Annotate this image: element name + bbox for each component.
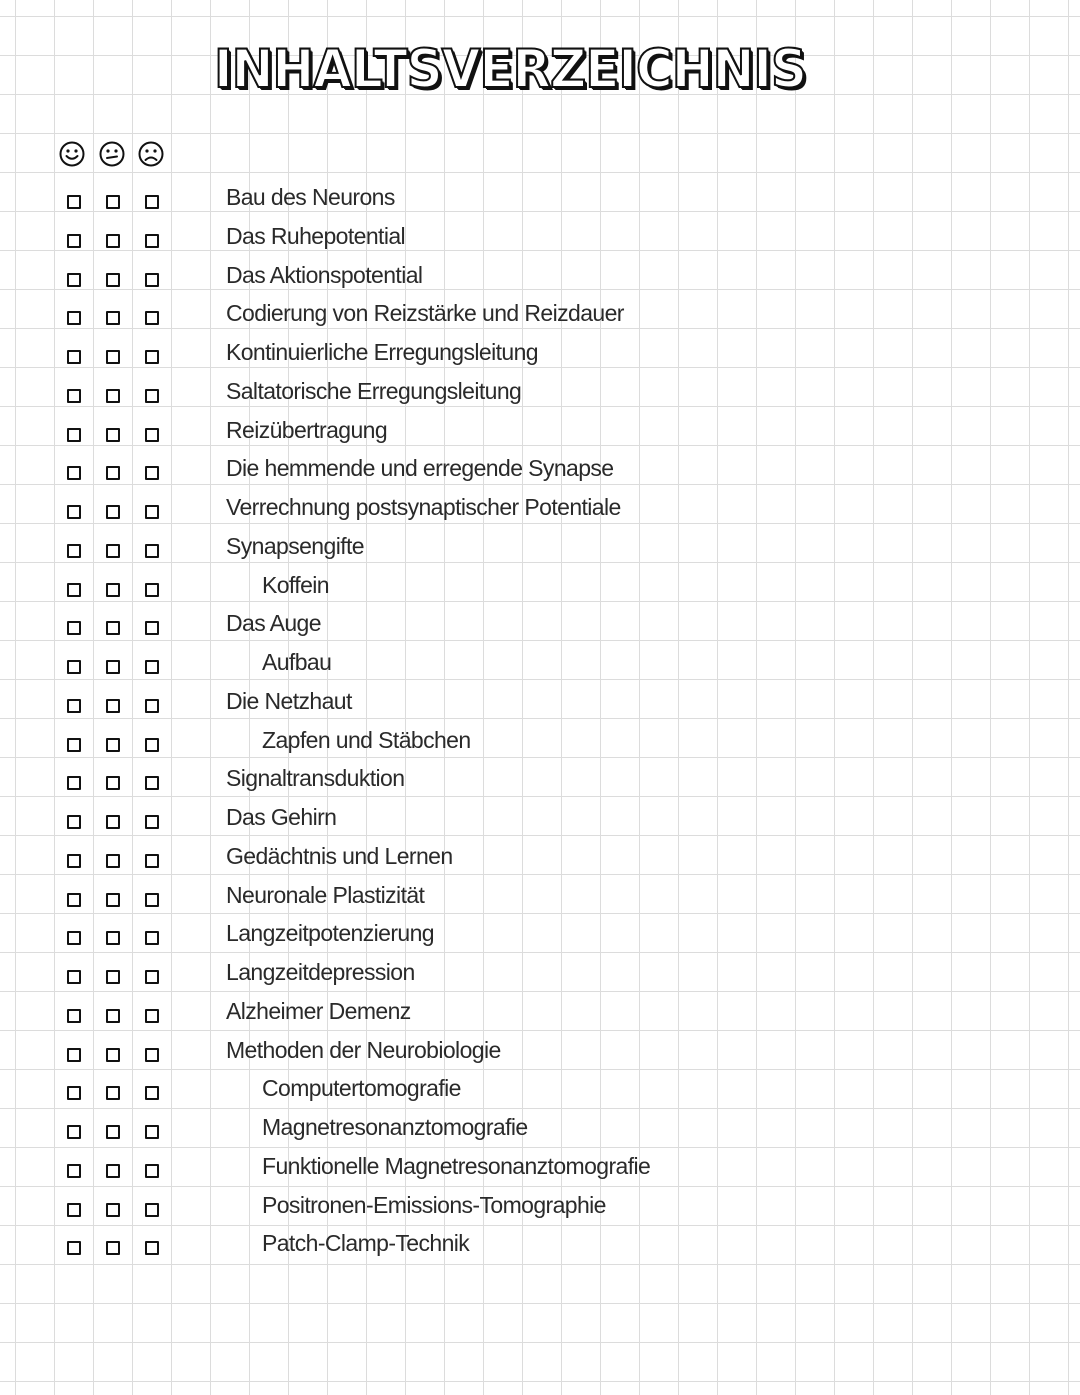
checkbox-bad[interactable] <box>145 1164 159 1178</box>
toc-row <box>0 1075 1080 1118</box>
smiley-sad-icon <box>138 141 164 167</box>
toc-row <box>0 1191 1080 1235</box>
checkbox-medium[interactable] <box>106 505 120 519</box>
checkbox-good[interactable] <box>67 428 81 442</box>
checkbox-medium[interactable] <box>106 273 120 287</box>
toc-row <box>0 997 1080 1041</box>
toc-entry-label: Das Aktionspotential <box>226 261 423 288</box>
checkbox-bad[interactable] <box>145 428 159 442</box>
checkbox-good[interactable] <box>67 893 81 907</box>
toc-entry-label: Gedächtnis und Lernen <box>226 842 453 869</box>
checkbox-medium[interactable] <box>106 195 120 209</box>
checkbox-bad[interactable] <box>145 776 159 790</box>
toc-subentry-label: Aufbau <box>262 649 332 675</box>
checkbox-medium[interactable] <box>106 1086 120 1100</box>
toc-row <box>0 649 1080 692</box>
toc-row <box>0 920 1080 963</box>
checkbox-medium[interactable] <box>106 311 120 325</box>
checkbox-bad[interactable] <box>145 1009 159 1023</box>
toc-row <box>0 1036 1080 1080</box>
toc-subentry-label: Positronen-Emissions-Tomographie <box>262 1191 606 1218</box>
toc-row <box>0 842 1080 886</box>
toc-row <box>0 261 1080 305</box>
checkbox-good[interactable] <box>67 1164 81 1178</box>
checkbox-good[interactable] <box>67 505 81 519</box>
checkbox-bad[interactable] <box>145 583 159 597</box>
checkbox-good[interactable] <box>67 350 81 364</box>
checkbox-good[interactable] <box>67 738 81 752</box>
checkbox-medium[interactable] <box>106 660 120 674</box>
toc-entry-label: Neuronale Plastizität <box>226 881 425 908</box>
checkbox-good[interactable] <box>67 815 81 829</box>
checkbox-medium[interactable] <box>106 1009 120 1023</box>
checkbox-good[interactable] <box>67 1125 81 1139</box>
checkbox-bad[interactable] <box>145 466 159 480</box>
toc-row <box>0 610 1080 653</box>
checkbox-medium[interactable] <box>106 970 120 984</box>
checkbox-good[interactable] <box>67 1203 81 1217</box>
toc-entry-label: Bau des Neurons <box>226 184 395 210</box>
checkbox-good[interactable] <box>67 234 81 248</box>
checkbox-medium[interactable] <box>106 1048 120 1062</box>
toc-entry-label: Die Netzhaut <box>226 687 352 714</box>
checkbox-medium[interactable] <box>106 466 120 480</box>
checkbox-medium[interactable] <box>106 776 120 790</box>
checkbox-medium[interactable] <box>106 931 120 945</box>
checkbox-bad[interactable] <box>145 544 159 558</box>
toc-row <box>0 222 1080 266</box>
checkbox-good[interactable] <box>67 1048 81 1062</box>
toc-entry-label: Reizübertragung <box>226 416 388 443</box>
checkbox-good[interactable] <box>67 1241 81 1255</box>
checkbox-medium[interactable] <box>106 350 120 364</box>
toc-entry-label: Codierung von Reizstärke und Reizdauer <box>226 300 624 327</box>
checkbox-bad[interactable] <box>145 350 159 364</box>
checkbox-bad[interactable] <box>145 234 159 248</box>
checkbox-good[interactable] <box>67 583 81 597</box>
page-title: INHALTSVERZEICHNIS <box>213 38 807 100</box>
checkbox-bad[interactable] <box>145 854 159 868</box>
toc-entry-label: Die hemmende und erregende Synapse <box>226 455 614 482</box>
checkbox-medium[interactable] <box>106 699 120 713</box>
checkbox-bad[interactable] <box>145 970 159 984</box>
checkbox-medium[interactable] <box>106 815 120 829</box>
checkbox-bad[interactable] <box>145 1048 159 1062</box>
toc-entry-label: Das Ruhepotential <box>226 222 406 249</box>
toc-subentry-label: Funktionelle Magnetresonanztomografie <box>262 1152 651 1179</box>
checkbox-medium[interactable] <box>106 428 120 442</box>
checkbox-medium[interactable] <box>106 621 120 635</box>
toc-row <box>0 494 1080 537</box>
checkbox-good[interactable] <box>67 544 81 558</box>
toc-entry-label: Kontinuierliche Erregungsleitung <box>226 339 538 365</box>
checkbox-medium[interactable] <box>106 389 120 403</box>
checkbox-bad[interactable] <box>145 893 159 907</box>
checkbox-good[interactable] <box>67 389 81 403</box>
checkbox-bad[interactable] <box>145 815 159 829</box>
checkbox-bad[interactable] <box>145 195 159 209</box>
toc-row <box>0 416 1080 460</box>
toc-entry-label: Langzeitdepression <box>226 959 415 985</box>
toc-entry-label: Signaltransduktion <box>226 765 405 792</box>
checkbox-bad[interactable] <box>145 1086 159 1100</box>
checkbox-medium[interactable] <box>106 1203 120 1217</box>
toc-entry-label: Das Gehirn <box>226 804 337 830</box>
toc-row <box>0 687 1080 731</box>
checkbox-good[interactable] <box>67 273 81 287</box>
toc-subentry-label: Patch-Clamp-Technik <box>262 1230 470 1257</box>
toc-row <box>0 804 1080 847</box>
checkbox-medium[interactable] <box>106 893 120 907</box>
checkbox-medium[interactable] <box>106 1241 120 1255</box>
checkbox-good[interactable] <box>67 1086 81 1100</box>
checkbox-good[interactable] <box>67 311 81 325</box>
checkbox-medium[interactable] <box>106 544 120 558</box>
checkbox-good[interactable] <box>67 195 81 209</box>
checkbox-bad[interactable] <box>145 738 159 752</box>
checkbox-bad[interactable] <box>145 1241 159 1255</box>
smiley-neutral-icon <box>99 141 125 167</box>
toc-entry-label: Langzeitpotenzierung <box>226 920 434 947</box>
checkbox-good[interactable] <box>67 466 81 480</box>
toc-row <box>0 1114 1080 1157</box>
checkbox-good[interactable] <box>67 931 81 945</box>
checkbox-good[interactable] <box>67 699 81 713</box>
checkbox-medium[interactable] <box>106 854 120 868</box>
checkbox-good[interactable] <box>67 854 81 868</box>
toc-entry-label: Das Auge <box>226 610 321 637</box>
checkbox-good[interactable] <box>67 621 81 635</box>
toc-subentry-label: Magnetresonanztomografie <box>262 1114 528 1140</box>
checkbox-bad[interactable] <box>145 660 159 674</box>
checkbox-bad[interactable] <box>145 273 159 287</box>
checkbox-good[interactable] <box>67 660 81 674</box>
toc-row <box>0 339 1080 382</box>
checkbox-bad[interactable] <box>145 505 159 519</box>
toc-subentry-label: Computertomografie <box>262 1075 461 1102</box>
toc-row <box>0 377 1080 421</box>
toc-entry-label: Verrechnung postsynaptischer Potentiale <box>226 494 621 520</box>
checkbox-medium[interactable] <box>106 583 120 597</box>
toc-row <box>0 455 1080 498</box>
toc-subentry-label: Koffein <box>262 571 329 598</box>
toc-entry-label: Saltatorische Erregungsleitung <box>226 377 522 404</box>
checkbox-medium[interactable] <box>106 1125 120 1139</box>
checkbox-good[interactable] <box>67 970 81 984</box>
toc-row <box>0 300 1080 343</box>
checkbox-good[interactable] <box>67 1009 81 1023</box>
checkbox-bad[interactable] <box>145 699 159 713</box>
toc-row <box>0 184 1080 227</box>
toc-row <box>0 1230 1080 1273</box>
checkbox-bad[interactable] <box>145 389 159 403</box>
toc-row <box>0 532 1080 576</box>
checkbox-bad[interactable] <box>145 621 159 635</box>
toc-row <box>0 571 1080 615</box>
checkbox-medium[interactable] <box>106 234 120 248</box>
toc-entry-label: Alzheimer Demenz <box>226 997 411 1024</box>
checkbox-bad[interactable] <box>145 931 159 945</box>
toc-subentry-label: Zapfen und Stäbchen <box>262 726 471 753</box>
toc-entry-label: Synapsengifte <box>226 532 364 559</box>
toc-row <box>0 881 1080 925</box>
toc-row <box>0 959 1080 1002</box>
checkbox-medium[interactable] <box>106 1164 120 1178</box>
checkbox-good[interactable] <box>67 776 81 790</box>
toc-entry-label: Methoden der Neurobiologie <box>226 1036 501 1063</box>
checkbox-bad[interactable] <box>145 1203 159 1217</box>
checkbox-bad[interactable] <box>145 311 159 325</box>
toc-row <box>0 1152 1080 1196</box>
toc-row <box>0 726 1080 770</box>
checkbox-medium[interactable] <box>106 738 120 752</box>
checkbox-bad[interactable] <box>145 1125 159 1139</box>
smiley-happy-icon <box>59 141 85 167</box>
toc-row <box>0 765 1080 808</box>
